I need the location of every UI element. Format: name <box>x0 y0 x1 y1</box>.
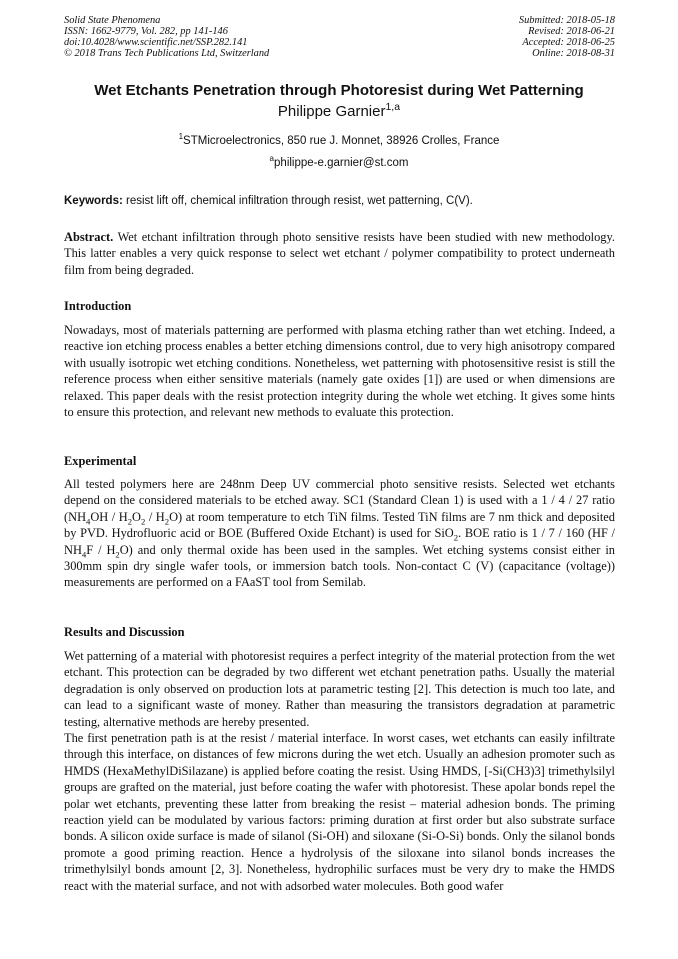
journal-copyright: © 2018 Trans Tech Publications Ltd, Switzerland <box>64 48 270 59</box>
results-paragraph-2: The first penetration path is at the resist / material interface. In worst cases, wet etchants can easily infiltrate through this interface, on distances of few microns during the wet etch. Usually an adhesion promoter such as HMDS (HexaMethylDiSilazane) is applied before coating the resist. Using HMDS, [-Si(CH3)3] trimethylsilyl groups are grafted on the material, just before coating the wafer with photoresist. These apolar bonds repel the polar wet etchants, preventing these latter from breaking the resist – material adhesion bonds. The priming reaction yield can be modulated by various factors: priming duration at first order but also substrate surface bonds. A silicon oxide surface is made of silanol (Si-OH) and siloxane (Si-O-Si) bonds. Only the silanol bonds promote a good priming reaction. Hence a hydrolysis of the siloxane into silanol bonds increases the trimethylsilyl bonds amount [2, 3]. Nonetheless, hydrophilic surfaces must be very dry to make the HMDS react with the material surface, and not with adsorbed water molecules. Both good wafer <box>64 731 615 893</box>
experimental-paragraph: All tested polymers here are 248nm Deep UV commercial photo sensitive resists. Selected wet etchants depend on the considered materials to be etched away. SC1 (Standard Clean 1) is used with a 1 / 4 / 27 ratio $(NH_4OH / H_2O_2 / H_2O)$ at room temperature to etch TiN films. Tested TiN films are 7 nm thick and deposited by PVD. Hydrofluoric acid or BOE (Buffered Oxide Etchant) is used for SiO$_2$. BOE ratio is 1 / 7 / 160 $(HF / NH_4F / H_2O)$ and only thermal oxide has been used in the samples. Wet etching systems consist either in 300mm spin dry single wafer tools, or immersion batch tools. Non-contact C (V) (capacitance (voltage)) measurements are performed on a FAaST tool from Semilab. <box>64 477 615 590</box>
journal-name: Solid State Phenomena <box>64 15 161 26</box>
abstract-text: Wet etchant infiltration through photo sensitive resists have been studied with new methodology. This latter enables a very quick response to select wet etchant / polymer compatibility to protect underneath film from being degraded. <box>64 230 615 277</box>
author-sup: 1,a <box>385 101 401 113</box>
submission-dates <box>519 15 615 59</box>
journal-info <box>64 15 269 59</box>
keywords <box>64 195 615 207</box>
introduction-heading: Introduction <box>64 299 132 313</box>
experimental-heading: Experimental <box>64 454 137 468</box>
author-line <box>40 103 638 120</box>
email-text: philippe-e.garnier@st.com <box>274 157 409 169</box>
introduction-paragraph: Nowadays, most of materials patterning are performed with plasma etching rather than wet etching. Indeed, a reactive ion etching process enables a better etching dimensions control, due to very high anisotropy compared with usually isotropic wet etching conditions. Nonetheless, wet patterning with photosensitive resist is still the reference process when either sensitive materials (namely gate oxides [1]) are used or when dimensions are relaxed. This paper deals with the resist protection integrity during the whole wet etching. It gives some hints to ensure this protection, and relevant new methods to evaluate this protection. <box>64 323 615 420</box>
author-name: Philippe Garnier <box>277 103 386 120</box>
affiliation <box>40 132 638 147</box>
abstract-label: Abstract. <box>64 230 114 244</box>
journal-issn: ISSN: 1662-9779, Vol. 282, pp 141-146 <box>64 26 228 37</box>
paper-title: Wet Etchants Penetration through Photoresist during Wet Patterning <box>94 82 584 99</box>
results-heading: Results and Discussion <box>64 625 185 639</box>
journal-doi: doi:10.4028/www.scientific.net/SSP.282.141 <box>64 37 248 48</box>
author-email <box>40 154 638 169</box>
results-paragraph-1: Wet patterning of a material with photoresist requires a perfect integrity of the material protection from the wet etchant. This protection can be degraded by two different wet etchant penetration paths. Usually the material degradation is only observed on production lots at parametric testing [2]. This detection is much too late, and can lead to a significant waste of money. Rather than measuring the transistors degradation at parametric testing, alternative methods are hereby presented. <box>64 649 615 729</box>
affiliation-text: STMicroelectronics, 850 rue J. Monnet, 38926 Crolles, France <box>183 135 500 147</box>
date-revised: Revised: 2018-06-21 <box>528 26 615 37</box>
affiliation-sup: 1 <box>178 132 184 142</box>
email-sup: a <box>269 154 275 164</box>
date-submitted: Submitted: 2018-05-18 <box>518 15 615 26</box>
keywords-label: Keywords: <box>64 195 123 207</box>
abstract <box>64 229 615 278</box>
keywords-text: resist lift off, chemical infiltration through resist, wet patterning, C(V). <box>126 195 473 207</box>
date-accepted: Accepted: 2018-06-25 <box>522 37 615 48</box>
date-online: Online: 2018-08-31 <box>532 48 615 59</box>
